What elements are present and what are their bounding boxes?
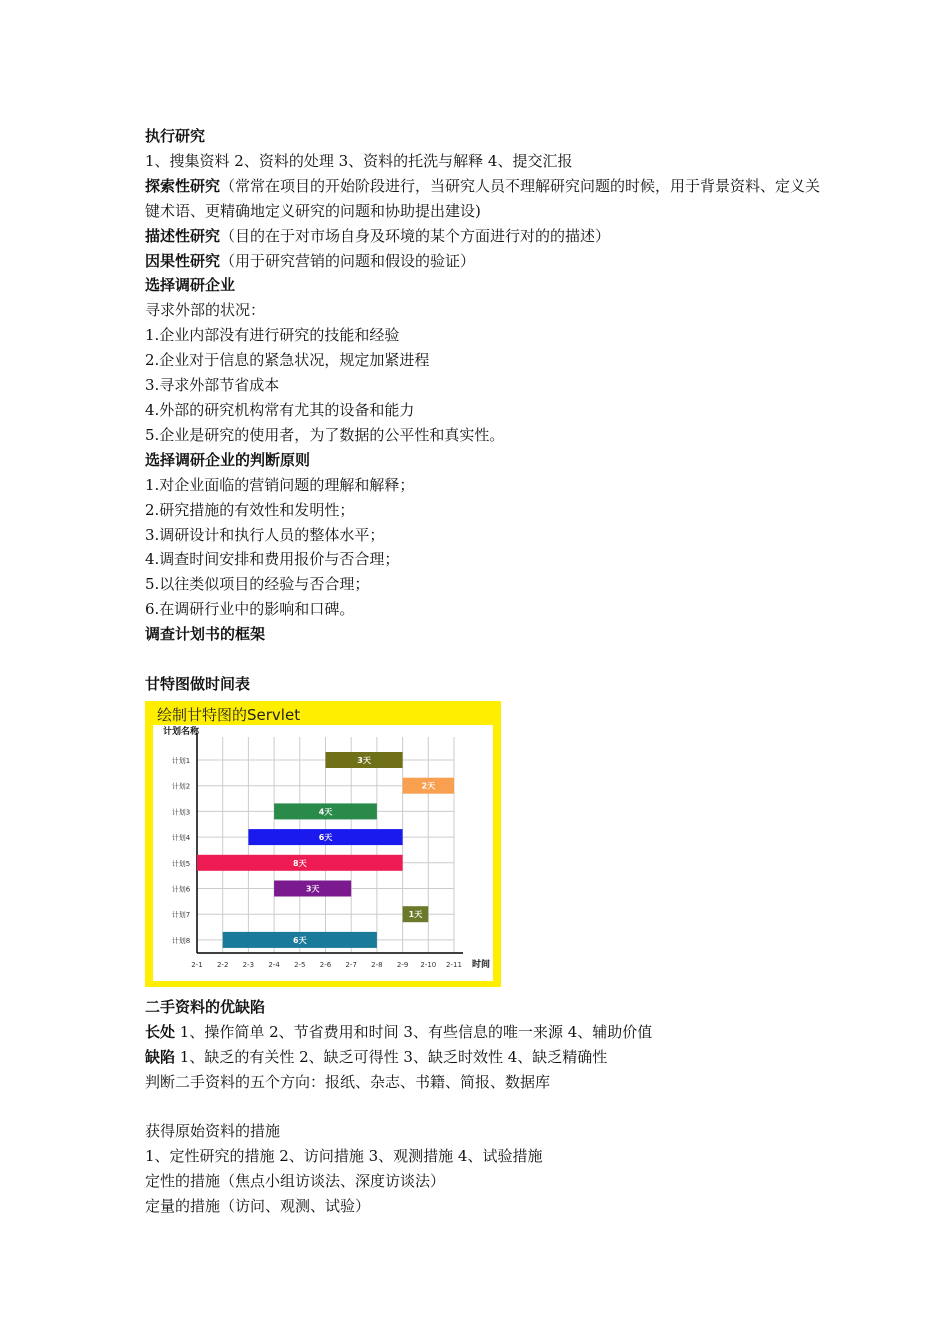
x-axis-label: 时间 [471, 959, 491, 970]
descriptive-term: 描述性研究 [145, 226, 221, 245]
secondary-sources: 判断二手资料的五个方向：报纸、杂志、书籍、简报、数据库 [145, 1072, 551, 1091]
gantt-chart [145, 701, 501, 987]
cons-term: 缺陷 [145, 1047, 176, 1066]
task-name-label: 计划8 [171, 936, 191, 945]
cons-desc: 1、缺乏的有关性 2、缺乏可得性 3、缺乏时效性 4、缺乏精确性 [175, 1047, 608, 1066]
x-tick-label: 2-8 [371, 960, 383, 969]
qualitative-methods: 定性的措施（焦点小组访谈法、深度访谈法） [145, 1172, 446, 1191]
exec-heading: 执行研究 [145, 127, 206, 145]
exploratory-term: 探索性研究 [145, 176, 221, 195]
primary-methods: 1、定性研究的措施 2、访问措施 3、观测措施 4、试验措施 [145, 1147, 543, 1166]
criteria-item: 5.以往类似项目的经验与否合理； [145, 575, 370, 594]
outside-item: 4.外部的研究机构常有尤其的设备和能力 [145, 400, 415, 419]
criteria-item: 4.调查时间安排和费用报价与否合理； [145, 550, 400, 569]
y-axis-label: 计划名称 [163, 726, 200, 737]
causal-paragraph [145, 249, 835, 274]
choose-heading: 选择调研企业 [145, 276, 236, 295]
x-tick-label: 2-6 [319, 960, 332, 969]
secondary-heading: 二手资料的优缺陷 [145, 997, 266, 1016]
gantt-bar-label: 1天 [408, 910, 423, 920]
x-tick-label: 2-5 [294, 960, 306, 969]
primary-heading: 获得原始资料的措施 [145, 1122, 281, 1141]
criteria-heading: 选择调研企业的判断原则 [145, 450, 311, 469]
x-tick-label: 2-4 [268, 960, 280, 969]
gantt-bar-label: 3天 [357, 755, 371, 765]
plan-heading: 调查计划书的框架 [145, 625, 266, 644]
outside-item: 1.企业内部没有进行研究的技能和经验 [145, 326, 400, 345]
criteria-item: 2.研究措施的有效性和发明性； [145, 500, 355, 519]
pros-paragraph [145, 1020, 835, 1045]
gantt-bar-label: 3天 [305, 884, 320, 894]
quantitative-methods: 定量的措施（访问、观测、试验） [145, 1197, 371, 1216]
task-name-label: 计划1 [171, 756, 191, 765]
outside-intro: 寻求外部的状况： [145, 301, 266, 320]
document-body [145, 124, 835, 1219]
blank-line [145, 647, 835, 672]
causal-desc: （用于研究营销的问题和假设的验证） [220, 251, 476, 270]
x-tick-label: 2-7 [345, 960, 357, 969]
criteria-item: 3.调研设计和执行人员的整体水平； [145, 525, 385, 544]
exec-steps: 1、搜集资料 2、资料的处理 3、资料的托洗与解释 4、提交汇报 [145, 151, 573, 170]
task-name-label: 计划4 [171, 833, 191, 842]
task-name-label: 计划2 [171, 782, 191, 791]
task-name-label: 计划6 [171, 885, 191, 894]
causal-term: 因果性研究 [145, 251, 221, 270]
exploratory-paragraph [145, 174, 835, 224]
task-name-label: 计划3 [171, 808, 191, 817]
gantt-heading: 甘特图做时间表 [145, 674, 251, 693]
x-tick-label: 2-9 [396, 960, 409, 969]
outside-item: 3.寻求外部节省成本 [145, 376, 280, 395]
outside-item: 2.企业对于信息的紧急状况，规定加紧进程 [145, 351, 430, 370]
pros-term: 长处 [145, 1022, 176, 1041]
x-tick-label: 2-2 [216, 960, 229, 969]
pros-desc: 1、操作简单 2、节省费用和时间 3、有些信息的唯一来源 4、辅助价值 [175, 1022, 653, 1041]
gantt-bar-label: 4天 [318, 807, 333, 817]
outside-item: 5.企业是研究的使用者，为了数据的公平性和真实性。 [145, 425, 505, 444]
gantt-bar-label: 2天 [421, 781, 436, 791]
descriptive-paragraph [145, 224, 835, 249]
x-tick-label: 2-1 [191, 960, 203, 969]
x-tick-label: 2-10 [420, 960, 437, 969]
x-tick-label: 2-11 [446, 960, 462, 969]
task-name-label: 计划7 [171, 911, 191, 920]
descriptive-desc: （目的在于对市场自身及环境的某个方面进行对的的描述） [220, 226, 611, 245]
x-tick-label: 2-3 [242, 960, 255, 969]
cons-paragraph [145, 1045, 835, 1070]
blank-line [145, 1094, 835, 1119]
gantt-bar-label: 6天 [318, 832, 333, 842]
criteria-item: 6.在调研行业中的影响和口碑。 [145, 600, 355, 619]
criteria-item: 1.对企业面临的营销问题的理解和解释； [145, 475, 415, 494]
task-name-label: 计划5 [171, 859, 191, 868]
chart-title: 绘制甘特图的Servlet [157, 705, 301, 724]
gantt-chart-image [145, 701, 501, 987]
gantt-bar-label: 6天 [293, 935, 307, 945]
exploratory-desc: （常常在项目的开始阶段进行，当研究人员不理解研究问题的时候，用于背景资料、定义关键术语、更精确地定义研究的问题和协助提出建设) [145, 176, 821, 220]
gantt-bar-label: 8天 [293, 858, 307, 868]
